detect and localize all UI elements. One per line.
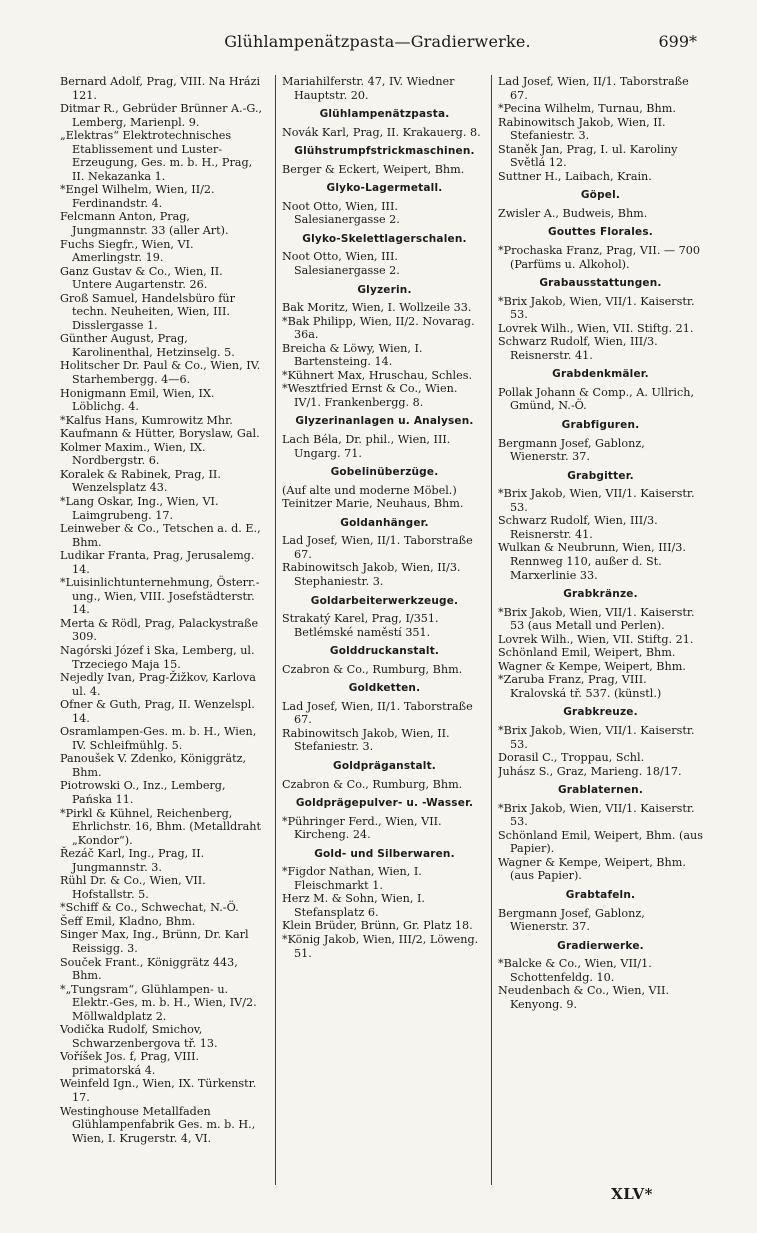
directory-entry: Wulkan & Neubrunn, Wien, III/3. Rennweg 110, außer d. St. Marxerlinie 33. [498,541,686,582]
category-heading: Grabtafeln. [565,888,636,901]
category-heading: Grablaternen. [557,784,644,797]
directory-entry: Voříšek Jos. f, Prag, VIII. primatorská 4. [60,1050,200,1077]
directory-entry: Herz M. & Sohn, Wien, I. Stefansplatz 6. [282,892,425,919]
directory-entry: Westinghouse Metallfaden Glühlampenfabrik Ges. m. b. H., Wien, I. Krugerstr. 4, VI. [60,1104,256,1145]
directory-entry: Rühl Dr. & Co., Wien, VII. Hofstallstr. 5. [60,874,206,901]
directory-entry: Bergmann Josef, Gablonz, Wienerstr. 37. [498,906,645,934]
directory-entry: Bernard Adolf, Prag, VIII. Na Hrázi 121. [60,75,261,102]
directory-entry: *Brix Jakob, Wien, VII/1. Kaiserstr. 53. [498,723,695,751]
directory-entry: *Brix Jakob, Wien, VII/1. Kaiserstr. 53. [498,294,695,322]
directory-entry: Noot Otto, Wien, III. Salesianergasse 2. [282,199,400,227]
directory-entry: *Brix Jakob, Wien, VII/1. Kaiserstr. 53 (aus Metall und Perlen). [498,605,695,633]
column-divider [491,75,492,1185]
column-right [498,75,703,1185]
directory-entry: Zwisler A., Budweis, Bhm. [498,206,648,220]
category-heading: Göpel. [580,189,621,202]
category-heading: Grabkreuze. [563,706,638,719]
directory-entry: Staněk Jan, Prag, I. ul. Karoliny Světlá 12. [498,142,678,170]
signature-mark: XLV* [611,1185,653,1203]
directory-entry: Pollak Johann & Comp., A. Ullrich, Gmünd, N.-Ö. [498,385,695,413]
directory-entry: Weinfeld Ign., Wien, IX. Türkenstr. 17. [60,1077,257,1105]
category-heading: Gradierwerke. [557,939,644,952]
directory-entry: Lovrek Wilh., Wien, VII. Stiftg. 21. [498,321,694,335]
directory-entry: Mariahilferstr. 47, IV. Wiedner Hauptstr. 20. [282,75,455,102]
directory-entry: Panoušek V. Zdenko, Königgrätz, Bhm. [60,752,247,779]
directory-entry: Rabinowitsch Jakob, Wien, II. Stefaniestr. 3. [282,726,450,754]
directory-entry: Wagner & Kempe, Weipert, Bhm. (aus Papier). [498,855,686,883]
directory-entry: *Wesztfried Ernst & Co., Wien. IV/1. Frankenbergg. 8. [282,382,458,409]
category-heading: Glühlampenätzpasta. [319,108,450,121]
directory-entry: Lad Josef, Wien, II/1. Taborstraße 67. [498,75,689,102]
directory-entry: Schönland Emil, Weipert, Bhm. (aus Papier). [498,828,703,856]
directory-entry: Nejedly Ivan, Prag-Žižkov, Karlova ul. 4. [60,671,256,698]
directory-entry: *Zaruba Franz, Prag, VIII. Kralovská tř. 537. (künstl.) [498,673,662,700]
category-heading: Gobelinüberzüge. [330,466,439,479]
directory-entry: Suttner H., Laibach, Krain. [498,169,652,183]
directory-entry: Teinitzer Marie, Neuhaus, Bhm. [282,497,464,511]
category-heading: Glyzerinanlagen u. Analysen. [295,415,474,428]
category-heading: Golddruckanstalt. [329,645,440,658]
category-heading: Goldketten. [348,682,421,695]
category-heading: Grabausstattungen. [539,277,662,290]
directory-entry: Honigmann Emil, Wien, IX. Löblichg. 4. [60,386,215,414]
directory-entry: Czabron & Co., Rumburg, Bhm. [282,662,463,676]
directory-entry: (Auf alte und moderne Möbel.) [282,483,457,497]
directory-entry: Schönland Emil, Weipert, Bhm. [498,646,676,660]
directory-entry: Dorasil C., Troppau, Schl. [498,751,645,765]
directory-entry: Novák Karl, Prag, II. Krakauerg. 8. [282,125,481,139]
category-heading: Glyzerin. [357,283,412,296]
directory-entry: Řezáč Karl, Ing., Prag, II. Jungmannstr. 3. [60,847,205,874]
directory-entry: *Lang Oskar, Ing., Wien, VI. Laimgrubeng. 17. [60,494,219,522]
directory-entry: Singer Max, Ing., Brünn, Dr. Karl Reissigg. 3. [60,928,249,955]
category-heading: Gouttes Florales. [548,226,653,239]
directory-entry: *Pecina Wilhelm, Turnau, Bhm. [498,102,676,116]
directory-entry: „Elektras“ Elektrotechnisches Etablissement und Luster-Erzeugung, Ges. m. b. H., Prag, II. Nekazanka 1. [60,129,253,183]
directory-entry: *Bak Philipp, Wien, II/2. Novarag. 36a. [282,314,475,342]
directory-entry: Rabinowitsch Jakob, Wien, II. Stefaniestr. 3. [498,115,666,143]
category-heading: Glyko-Lagermetall. [326,182,443,195]
page-title: Glühlampenätzpasta—Gradierwerke. [224,32,531,51]
category-heading: Glühstrumpfstrickmaschinen. [294,145,475,158]
directory-entry: Felcmann Anton, Prag, Jungmannstr. 33 (aller Art). [60,210,229,238]
directory-entry: Leinweber & Co., Tetschen a. d. E., Bhm. [60,522,261,549]
category-heading: Grabgitter. [567,469,634,482]
directory-entry: *Brix Jakob, Wien, VII/1. Kaiserstr. 53. [498,487,695,514]
directory-entry: Bak Moritz, Wien, I. Wollzeile 33. [282,301,472,315]
directory-entry: *Prochaska Franz, Prag, VII. — 700 (Parfüms u. Alkohol). [498,244,701,271]
directory-entry: Lovrek Wilh., Wien, VII. Stiftg. 21. [498,632,694,646]
directory-entry: Neudenbach & Co., Wien, VII. Kenyong. 9. [498,984,670,1011]
directory-entry: Piotrowski O., Inz., Lemberg, Pańska 11. [60,779,226,806]
directory-entry: Osramlampen-Ges. m. b. H., Wien, IV. Schleifmühlg. 5. [60,725,257,752]
directory-entry: Souček Frant., Königgrätz 443, Bhm. [60,955,238,983]
directory-entry: Groß Samuel, Handelsbüro für techn. Neuheiten, Wien, III. Disslergasse 1. [60,291,235,332]
directory-entry: Berger & Eckert, Weipert, Bhm. [282,162,465,176]
page-header [58,32,697,56]
directory-entry: Lach Béla, Dr. phil., Wien, III. Ungarg. 71. [282,433,451,460]
directory-entry: *Luisinlichtunternehmung, Österr.-ung., Wien, VIII. Josefstädterstr. 14. [60,576,260,617]
directory-entry: Strakatý Karel, Prag, I/351. Betlémské naměstí 351. [282,612,439,639]
directory-entry: Kaufmann & Hütter, Boryslaw, Gal. [60,427,260,441]
directory-entry: Ditmar R., Gebrüder Brünner A.-G., Lemberg, Marienpl. 9. [60,102,263,129]
directory-entry: Noot Otto, Wien, III. Salesianergasse 2. [282,250,400,278]
column-left [60,75,265,1185]
directory-entry: Lad Josef, Wien, II/1. Taborstraße 67. [282,534,473,561]
directory-entry: *Kühnert Max, Hruschau, Schles. [282,368,473,382]
category-heading: Gold- und Silberwaren. [314,847,455,860]
directory-entry: Günther August, Prag, Karolinenthal, Hetzinselg. 5. [60,332,235,359]
directory-entry: Šeff Emil, Kladno, Bhm. [60,914,196,928]
column-middle [282,75,487,1185]
directory-entry: Merta & Rödl, Prag, Palackystraße 309. [60,616,259,644]
category-heading: Grabfiguren. [561,419,640,432]
directory-entry: Czabron & Co., Rumburg, Bhm. [282,777,463,791]
directory-entry: Koralek & Rabinek, Prag, II. Wenzelsplatz 43. [60,467,221,495]
directory-entry: Ludikar Franta, Prag, Jerusalemg. 14. [60,549,255,576]
directory-entry: Lad Josef, Wien, II/1. Taborstraße 67. [282,699,473,727]
category-heading: Goldarbeiterwerkzeuge. [310,594,459,607]
directory-entry: Wagner & Kempe, Weipert, Bhm. [498,659,686,673]
directory-entry: *Figdor Nathan, Wien, I. Fleischmarkt 1. [282,865,422,892]
directory-entry: Fuchs Siegfr., Wien, VI. Amerlingstr. 19. [60,237,194,265]
page-number: 699* [658,32,697,51]
column-divider [275,75,276,1185]
category-heading: Grabkränze. [563,588,638,601]
directory-entry: *Pirkl & Kühnel, Reichenberg, Ehrlichstr. 16, Bhm. (Metalldraht „Kondor“). [60,806,261,847]
directory-entry: Juhász S., Graz, Marieng. 18/17. [498,764,682,778]
directory-entry: Holitscher Dr. Paul & Co., Wien, IV. Starhembergg. 4—6. [60,359,261,387]
category-heading: Goldpräganstalt. [333,759,436,772]
directory-entry: Nagórski Józef i Ska, Lemberg, ul. Trzeciego Maja 15. [60,643,255,671]
directory-entry: *Kalfus Hans, Kumrowitz Mhr. [60,413,233,427]
directory-entry: Bergmann Josef, Gablonz, Wienerstr. 37. [498,436,645,464]
directory-entry: *Balcke & Co., Wien, VII/1. Schottenfeldg. 10. [498,957,652,984]
category-heading: Goldanhänger. [340,516,429,529]
category-heading: Grabdenkmäler. [552,368,649,381]
category-heading: Glyko-Skelettlagerschalen. [302,232,467,245]
directory-entry: Schwarz Rudolf, Wien, III/3. Reisnerstr. 41. [498,335,658,362]
directory-entry: *Engel Wilhelm, Wien, II/2. Ferdinandstr. 4. [60,183,215,210]
directory-entry: Kolmer Maxim., Wien, IX. Nordbergstr. 6. [60,440,206,468]
directory-entry: *Schiff & Co., Schwechat, N.-Ö. [60,901,239,915]
directory-entry: *Pühringer Ferd., Wien, VII. Kircheng. 24. [282,814,442,842]
directory-entry: Ofner & Guth, Prag, II. Wenzelspl. 14. [60,698,255,725]
directory-entry: *Brix Jakob, Wien, VII/1. Kaiserstr. 53. [498,801,695,829]
directory-entry: *König Jakob, Wien, III/2, Löweng. 51. [282,932,479,960]
directory-entry: Vodička Rudolf, Smichov, Schwarzenbergova tř. 13. [60,1023,218,1050]
directory-entry: Ganz Gustav & Co., Wien, II. Untere Augartenstr. 26. [60,264,223,292]
columns-container [60,75,703,1185]
directory-entry: Breicha & Löwy, Wien, I. Bartensteing. 14. [282,341,423,369]
directory-entry: *„Tungsram“, Glühlampen- u. Elektr.-Ges, m. b. H., Wien, IV/2. Möllwaldplatz 2. [60,982,257,1023]
category-heading: Goldprägepulver- u. -Wasser. [295,797,474,810]
directory-entry: Rabinowitsch Jakob, Wien, II/3. Stephaniestr. 3. [282,561,461,588]
directory-entry: Klein Brüder, Brünn, Gr. Platz 18. [282,919,473,933]
directory-entry: Schwarz Rudolf, Wien, III/3. Reisnerstr. 41. [498,514,658,541]
